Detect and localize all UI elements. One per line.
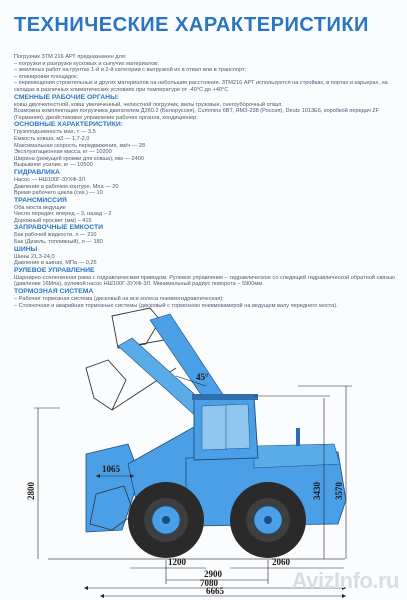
exhaust-pipe — [296, 428, 300, 446]
spec-line: Давление в рабочем контуре, Мпа — 20 — [14, 183, 119, 190]
spec-line: – перемещения строительных и других материалов на небольшие расстояния. ЗТМ216 АРТ используется на стройках, в портах и карьерах, на складах в различных климатических условиях при температуре от -40°С до +40°С — [14, 80, 388, 93]
loader-drawing — [0, 268, 407, 600]
spec-line: Ширина (режущей кромки для ковша), мм — 2400 — [14, 155, 144, 162]
dim-3570: 3570 — [334, 482, 344, 500]
spec-line: Насос — НШ100Г-3УХФ-3Л — [14, 176, 86, 183]
spec-line: – Стояночная и аварийная тормозные системы (дисковый с тормозною пневмокамерой на ведущем валу переднего моста). — [14, 302, 338, 309]
section-heading: ЗАПРАВОЧНЫЕ ЕМКОСТИ — [14, 224, 103, 232]
section-heading: ТРАНСМИССИЯ — [14, 196, 67, 204]
spec-line: Бак рабочей жидкости, л — 210 — [14, 232, 97, 239]
spec-line: – земляных работ на грунтах 1-й и 2-й категории с выгрузкой их в отвал или в транспорт; — [14, 67, 247, 74]
section-heading: ОСНОВНЫЕ ХАРАКТЕРИСТИКИ: — [14, 121, 124, 129]
dim-2060: 2060 — [272, 557, 290, 567]
spec-line: Эксплуатационная масса, кг — 10200 — [14, 149, 112, 156]
spec-line: Максимальная скорость передвижения, км/ч — 28 — [14, 142, 146, 149]
section-heading: РУЛЕВОЕ УПРАВЛЕНИЕ — [14, 266, 95, 274]
dim-6665: 6665 — [206, 586, 224, 596]
section-heading: ГИДРАВЛИКА — [14, 168, 60, 176]
spec-line: – Рабочая тормозная система (дисковый на все колеса пневмогидравлическая); — [14, 296, 224, 303]
section-heading: ШИНЫ — [14, 245, 38, 253]
dim-2900: 2900 — [204, 569, 222, 579]
spec-line: Число передач: вперед – 3, назад – 2 — [14, 211, 112, 218]
dim-45-deg: 45° — [196, 372, 209, 382]
dim-3430: 3430 — [312, 482, 322, 500]
front-wheel — [128, 482, 204, 558]
spec-line: – погрузки и разгрузки кусковых и сыпучих материалов; — [14, 60, 159, 67]
rear-wheel — [230, 482, 306, 558]
dim-2800: 2800 — [26, 482, 36, 500]
spec-line: Давление в шинах, МПа — 0,25 — [14, 260, 97, 267]
spec-line: Шины 21,3-24,0 — [14, 253, 55, 260]
spec-line: Оба моста ведущие — [14, 204, 66, 211]
dim-1065: 1065 — [102, 464, 120, 474]
dim-7080: 7080 — [200, 578, 218, 588]
spec-line: Время рабочего цикла (сек.) — 10 — [14, 190, 103, 197]
section-heading: СМЕННЫЕ РАБОЧИЕ ОРГАНЫ: — [14, 93, 119, 101]
dim-1200: 1200 — [168, 557, 186, 567]
watermark: AvizInfo.ru — [291, 568, 399, 593]
spec-line: Бак (Дизель, топливный), л — 180 — [14, 239, 103, 246]
spec-line: Возможна комплектация погрузчика двигателем Д260.2 (Белоруссия), Cummins 6BT, ЯМЗ-238 (Россия), Deutz 1013E6, коробкой передач ZF (Германия), джойстиковое управление рабочих органов, кондиционер. — [14, 108, 380, 121]
spec-line: Дорожный просвет (мм) – 415 — [14, 217, 92, 224]
spec-line: Емкость ковша, м3 — 1,7-2,0 — [14, 135, 90, 142]
engine-hood — [254, 444, 340, 468]
page-title: ТЕХНИЧЕСКИЕ ХАРАКТЕРИСТИКИ — [14, 14, 369, 36]
spec-line: ковш двухчелюстной, ковш увеличенный, челюстной погрузчик, вилы грузовые, снегоуборочный отвал. — [14, 101, 283, 108]
spec-line: – планировки площадок; — [14, 73, 79, 80]
cab-roof — [192, 394, 258, 400]
spec-line: Грузоподъемность мах, т — 3,5 — [14, 129, 96, 136]
section-heading: ТОРМОЗНАЯ СИСТЕМА — [14, 288, 94, 296]
spec-line: Погрузчик ЗТМ 216 АРТ предназначен для: — [14, 54, 127, 60]
spec-line: Вырывное усилие, кг — 10500 — [14, 162, 93, 169]
spec-line: Шарнирно-сочлененная рама с гидравлическим приводом. Рулевое управление – гидравлическое со следящей гидравлической обратной связью (давление 16Мпа), рулевой насос НШ100Г-3УХФ-3Л. Минимальный радиус поворота – 5900мм. — [14, 274, 395, 288]
